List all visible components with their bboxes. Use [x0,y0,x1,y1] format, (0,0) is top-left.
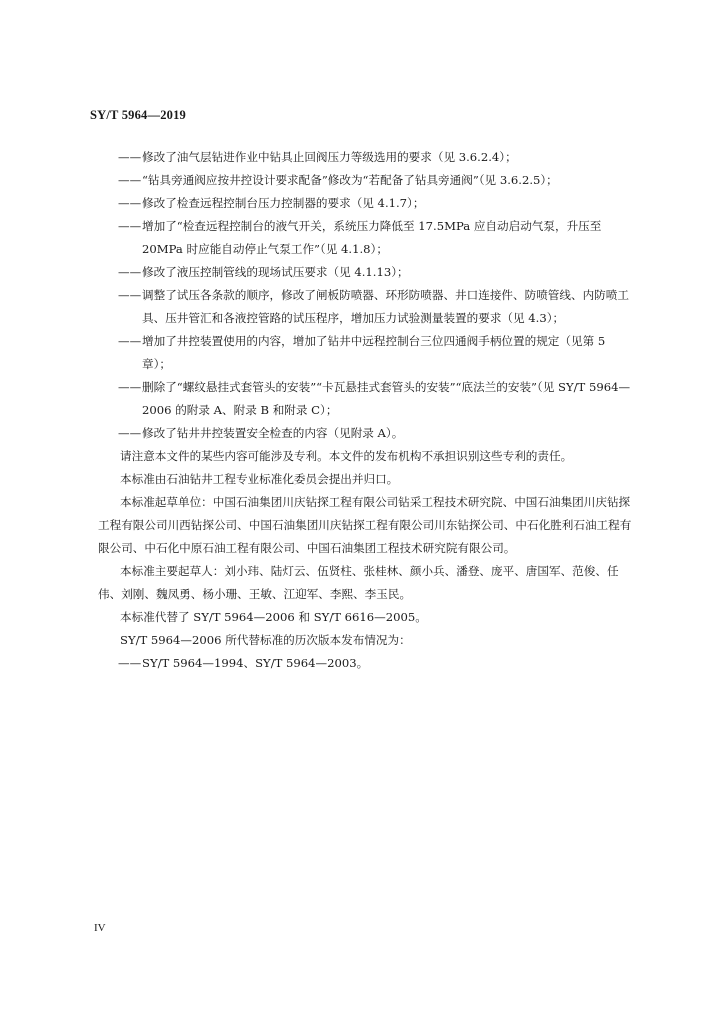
history-intro-paragraph: SY/T 5964—2006 所代替标准的历次版本发布情况为： [120,633,411,647]
page-number: IV [94,922,106,934]
change-item-text: 修改了钻井井控装置安全检查的内容（见附录 A）。 [142,426,404,440]
change-item [98,215,634,261]
change-item [98,192,634,215]
em-dash: —— [118,656,142,670]
em-dash: —— [118,334,142,348]
change-item-text: 修改了检查远程控制台压力控制器的要求（见 4.1.7）； [142,196,425,210]
change-item [98,376,634,422]
drafters-paragraph: 本标准主要起草人：刘小玮、陆灯云、伍贤柱、张桂林、颜小兵、潘登、庞平、唐国军、范俊、任伟、刘刚、魏凤勇、杨小珊、王敏、江迎军、李熙、李玉民。 [98,564,619,601]
change-item-text: 增加了井控装置使用的内容，增加了钻井中远程控制台三位四通阀手柄位置的规定（见第 5 章）； [142,334,606,371]
change-item [98,330,634,376]
change-item-text: 修改了液压控制管线的现场试压要求（见 4.1.13）； [142,265,409,279]
change-item [98,146,634,169]
standard-code-header: SY/T 5964—2019 [90,108,186,122]
change-item [98,284,634,330]
change-item [98,422,634,445]
change-item-text: 修改了油气层钻进作业中钻具止回阀压力等级选用的要求（见 3.6.2.4）； [142,150,517,164]
change-item-text: 增加了“检查远程控制台的液气开关，系统压力降低至 17.5MPa 应自动启动气泵，升压至 20MPa 时应能自动停止气泵工作”（见 4.1.8）； [142,219,602,256]
drafting-units-paragraph: 本标准起草单位：中国石油集团川庆钻探工程有限公司钻采工程技术研究院、中国石油集团川庆钻探工程有限公司川西钻探公司、中国石油集团川庆钻探工程有限公司川东钻探公司、中石化胜利石油工程有限公司、中石化中原石油工程有限公司、中国石油集团工程技术研究院有限公司。 [98,495,632,555]
history-item-text: SY/T 5964—1994、SY/T 5964—2003。 [142,656,369,670]
em-dash: —— [118,288,142,302]
change-item-text: “钻具旁通阀应按井控设计要求配备”修改为“若配备了钻具旁通阀”（见 3.6.2.5）； [142,173,558,187]
em-dash: —— [118,265,142,279]
em-dash: —— [118,426,142,440]
em-dash: —— [118,150,142,164]
proposed-by-paragraph: 本标准由石油钻井工程专业标准化委员会提出并归口。 [120,472,399,486]
history-item [98,652,634,675]
change-item-text: 删除了“螺纹悬挂式套管头的安装”“卡瓦悬挂式套管头的安装”“底法兰的安装”（见 SY/T 5964—2006 的附录 A、附录 B 和附录 C）； [142,380,631,417]
em-dash: —— [118,219,142,233]
change-item [98,261,634,284]
foreword-body [98,146,634,675]
patent-notice-paragraph: 请注意本文件的某些内容可能涉及专利。本文件的发布机构不承担识别这些专利的责任。 [120,449,573,463]
change-item-text: 调整了试压各条款的顺序，修改了闸板防喷器、环形防喷器、井口连接件、防喷管线、内防喷工具、压井管汇和各液控管路的试压程序，增加压力试验测量装置的要求（见 4.3）； [142,288,629,325]
change-item [98,169,634,192]
em-dash: —— [118,380,142,394]
em-dash: —— [118,196,142,210]
em-dash: —— [118,173,142,187]
replaces-paragraph: 本标准代替了 SY/T 5964—2006 和 SY/T 6616—2005。 [120,610,427,624]
